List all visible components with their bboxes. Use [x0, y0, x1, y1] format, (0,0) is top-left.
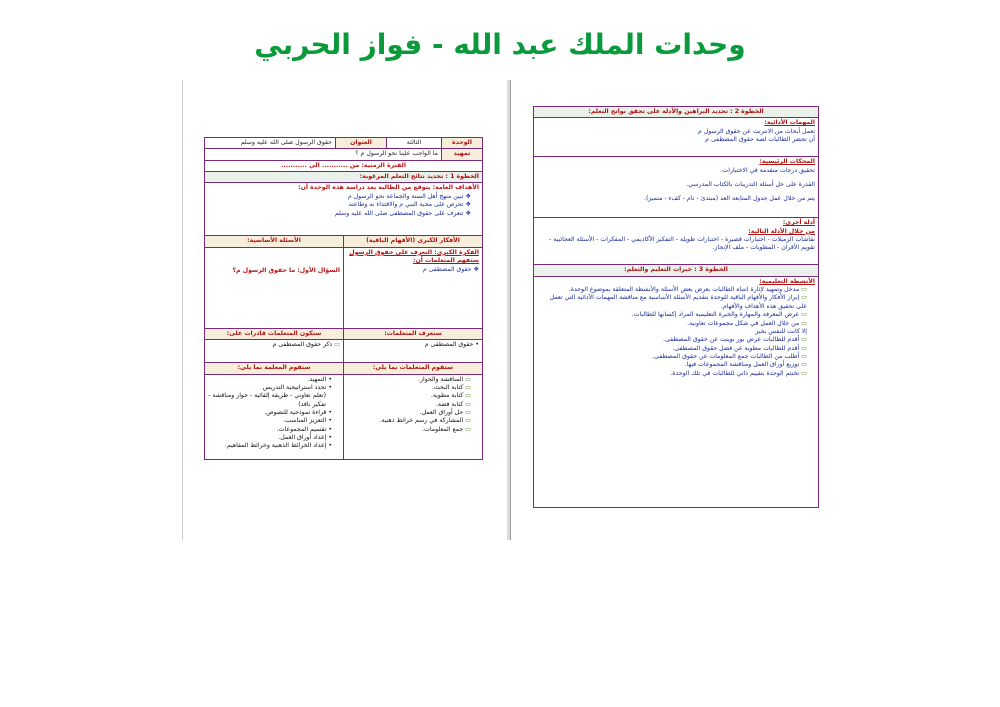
activity-item: ▭ توزيع أوراق العمل ومناقشة المجموعات فيها. — [537, 361, 807, 369]
other-evidence-row — [534, 218, 818, 265]
general-goals-intro: الأهداف العامة: يتوقع من الطالبة بعد دراسة هذه الوحدة أن: — [298, 184, 479, 192]
criteria-body — [534, 157, 818, 217]
other-evidence-label: أدلة أخرى: — [782, 219, 815, 227]
document-title: وحدات الملك عبد الله - فواز الحربي — [254, 28, 746, 61]
other-evidence-text: نقاشات الزميلات - اختبارات قصيرة - اختبارات طويلة - التفكير الأكاديمي - المفكرات - الأسئلة العجائبية - تقويم الأقران - المطويات - ملف الإنجاز. — [549, 236, 815, 252]
activities-row — [534, 277, 818, 507]
teacher-strategy-extra: (تعلم تعاوني - طريقة إلقائية - حوار ومناقشة - تفكير ناقد) — [208, 392, 326, 408]
step1-body-row — [205, 183, 482, 236]
teacher-activity-item: • قراءة نموذجية للنصوص. — [208, 409, 332, 417]
performance-body — [534, 118, 818, 156]
title-label: العنوان — [335, 138, 386, 148]
activity-item: ▭ مدخل وتمهيد لإثارة انتباه الطالبات بعرض بعض الأسئلة والأنشطة المتعلقة بموضوع الوحدة. — [537, 286, 807, 294]
step2-title: الخطوة 2 : تحديد البراهين والأدلة على تحقق نواتج التعلم: — [534, 107, 818, 117]
performance-row — [534, 118, 818, 157]
student-activity-item: ▭ كتابة قصة. — [347, 401, 471, 409]
activity-item: ▭ من خلال العمل في شكل مجموعات تعاونية. — [537, 320, 807, 328]
student-activity-item: ▭ حل أوراق العمل. — [347, 409, 471, 417]
criteria-label: المحكات الرئيسية: — [759, 158, 815, 166]
student-activity-item: ▭ المناقشة والحوار. — [347, 376, 471, 384]
knowledge-header-row — [205, 329, 482, 340]
unit-label: الوحدة — [441, 138, 482, 148]
students-able-header: ستكون المتعلمات قادرات على: — [205, 329, 343, 339]
intro-row — [205, 149, 482, 160]
questions-header-row — [205, 236, 482, 247]
student-activity-item: ▭ كتابة البحث. — [347, 384, 471, 392]
performance-item: أن تحضر الطالبات لصة حقوق المصطفى م — [705, 136, 815, 144]
teacher-do-body — [205, 375, 343, 459]
goal-item: ❖ تبين منهج أهل السنة والجماعة نحو الرسول م — [208, 193, 471, 201]
period-text: الفترة الزمنية: من ........... الي ........... — [281, 161, 406, 169]
goal-item: ❖ تتعرف على حقوق المصطفى صلى الله عليه وسلم — [208, 210, 471, 218]
understand-item: ❖ حقوق المصطفى م — [347, 266, 479, 274]
criteria-item: تحقيق درجات متقدمة في الاختبارات. — [720, 166, 815, 174]
teacher-activity-item: • إعداد الخرائط الذهنية وخرائط المفاهيم. — [208, 442, 332, 450]
intro-value: ما الواجب علينا نحو الرسول م ؟ — [355, 150, 438, 158]
intro-label: تمهيد — [441, 149, 482, 159]
performance-label: المهمات الأدائية: — [764, 119, 815, 127]
know-item: • حقوق المصطفى م — [347, 341, 479, 349]
students-do-header: ستقوم المتعلمات بما يلي: — [343, 363, 482, 373]
essential-questions-header: الأسئلة الأساسية: — [205, 236, 343, 246]
left-lesson-plan-table — [204, 137, 483, 460]
title-value: حقوق الرسول صلى الله عليه وسلم — [240, 139, 332, 146]
big-idea-title: الفكرة الكبرى: التعرف على حقوق الرسول — [349, 248, 479, 256]
students-do-body — [343, 375, 482, 459]
teacher-activity-item: • تقسيم المجموعات. — [208, 426, 332, 434]
step1-title: الخطوة 1 : تحديد نتائج التعلم المرغوبة: — [205, 172, 482, 182]
student-activity-item: ▭ كتابة مطوية. — [347, 392, 471, 400]
criteria-item: يتم من خلال عمل جدول المتابعة العد (مبتدئ - تام - كفء - متميز). — [644, 195, 815, 203]
goal-item: ❖ تحرص على محبة النبي م والاقتداء به وطاعته — [208, 201, 471, 209]
teacher-activity-item: • تحدد استراتيجية التدريس — [208, 384, 332, 392]
activity-item: إلا كانت للنفس بخير — [755, 327, 807, 335]
student-activity-item: ▭ جمع المعلومات. — [347, 426, 471, 434]
big-ideas-header: الأفكار الكبرى (الأفهام الباقية) — [343, 236, 482, 246]
period-row — [205, 161, 482, 172]
teacher-activity-item: • إعداد أوراق العمل. — [208, 434, 332, 442]
criteria-row — [534, 157, 818, 218]
step3-title: الخطوة 3 : خبرات التعليم والتعلم: — [534, 265, 818, 275]
activities-body — [534, 277, 818, 507]
students-know-body — [343, 340, 482, 362]
able-item: ▭ ذكر حقوق المصطفى م — [208, 341, 340, 349]
skills-header-row — [205, 363, 482, 374]
teacher-do-header: ستقوم المعلمة بما يلي: — [205, 363, 343, 373]
student-activity-item: ▭ المشاركة في رسم خرائط ذهنية. — [347, 417, 471, 425]
step1-header-row — [205, 172, 482, 183]
unit-row — [205, 138, 482, 149]
other-evidence-sub: من خلال الأدلة التالية: — [748, 227, 815, 235]
essential-question: السؤال الأول: ما حقوق الرسول م؟ — [232, 266, 340, 274]
teacher-activity-item: • التعزيز المناسب. — [208, 417, 332, 425]
students-know-header: ستعرف المتعلمات: — [343, 329, 482, 339]
essential-questions-body — [205, 248, 343, 328]
step2-header-row — [534, 107, 818, 118]
questions-body-row — [205, 248, 482, 329]
knowledge-body-row — [205, 340, 482, 363]
step1-body — [205, 183, 482, 235]
students-able-body — [205, 340, 343, 362]
criteria-item: القدرة على حل أسئلة التدريبات بالكتاب المدرسي. — [686, 181, 815, 189]
understand-label: ستفهم المتعلمات أن: — [412, 257, 479, 265]
activities-label: الأنشطة التعليمية: — [759, 277, 815, 285]
unit-value: الثالثة — [386, 138, 441, 148]
activity-item: ▭ إبراز الأفكار والأفهام الباقية للوحدة بتقديم الأسئلة الأساسية مع مناقشة المهمات الأدائية التي تعمل على تحقيق هذه الأهداف والأفهام. — [537, 294, 807, 311]
activity-item: ▭ أقدم للطالبات عرض بور بوينت عن حقوق المصطفى. — [537, 336, 807, 344]
activity-item: ▭ تختتم الوحدة بتقييم ذاتي للطالبات في تلك الوحدة. — [537, 370, 807, 378]
step3-header-row — [534, 265, 818, 276]
activity-item: ▭ أقدم للطالبات مطوية عن فضل حقوق المصطفى. — [537, 345, 807, 353]
big-ideas-body — [343, 248, 482, 328]
other-evidence-body — [534, 218, 818, 264]
teacher-activity-item: • التمهيد. — [208, 376, 332, 384]
performance-item: تعمل أبحاث من الانترنت عن حقوق الرسول م — [697, 127, 815, 135]
activity-item: ▭ عرض المعرفة والمهارة والخبرة التعليمية المراد إكسابها للطالبات. — [537, 311, 807, 319]
skills-body-row — [205, 375, 482, 459]
right-lesson-plan-table — [533, 106, 819, 508]
activity-item: ▭ أطلب من الطالبات جمع المعلومات عن حقوق المصطفى. — [537, 353, 807, 361]
